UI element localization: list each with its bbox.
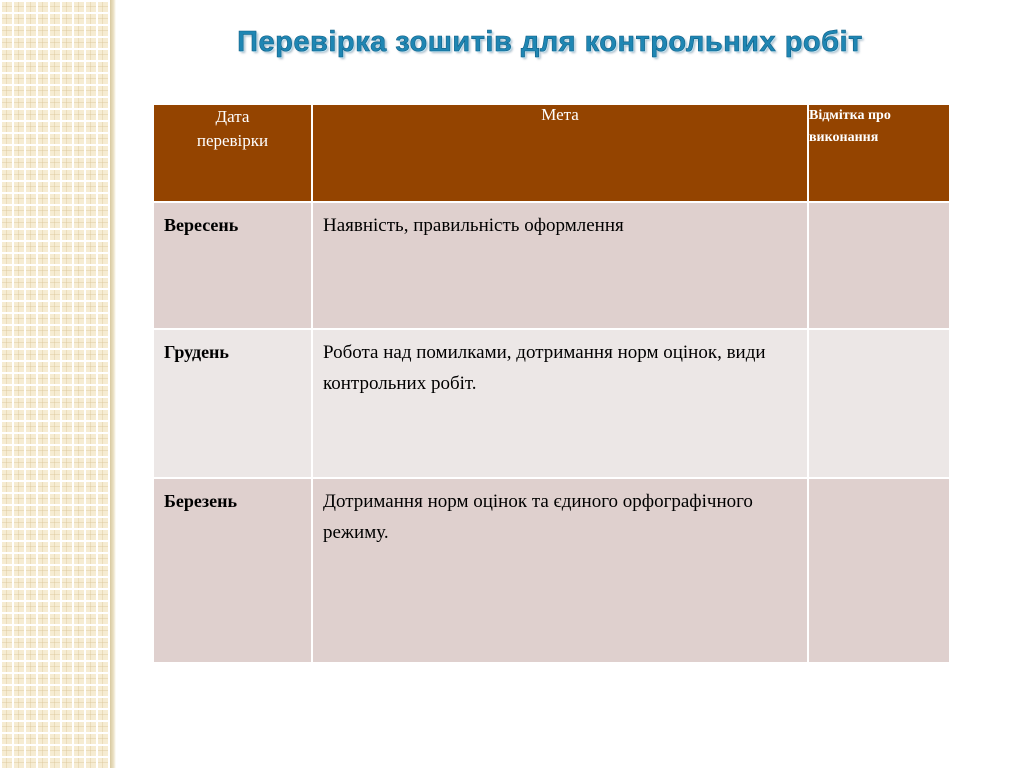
table-row [153,329,950,478]
row-month: Вересень [153,202,312,329]
decorative-side-pattern [0,0,110,768]
header-goal: Мета [312,104,808,202]
header-check-date-line1: Дата [215,107,250,126]
header-completion-mark: Відмітка про виконання [808,104,950,202]
table-row [153,478,950,663]
row-completion-mark [808,329,950,478]
row-month: Грудень [153,329,312,478]
side-pattern-edge [110,0,116,768]
row-goal: Дотримання норм оцінок та єдиного орфографічного режиму. [312,478,808,663]
row-completion-mark [808,478,950,663]
header-check-date-line2: перевірки [196,131,269,150]
row-goal: Наявність, правильність оформлення [312,202,808,329]
row-month: Березень [153,478,312,663]
slide-title: Перевірка зошитів для контрольних робіт [237,26,863,58]
row-completion-mark [808,202,950,329]
table-header-row [153,104,950,202]
table-row [153,202,950,329]
header-check-date [153,104,312,202]
row-goal: Робота над помилками, дотримання норм оцінок, види контрольних робіт. [312,329,808,478]
notebook-check-table [152,103,951,664]
